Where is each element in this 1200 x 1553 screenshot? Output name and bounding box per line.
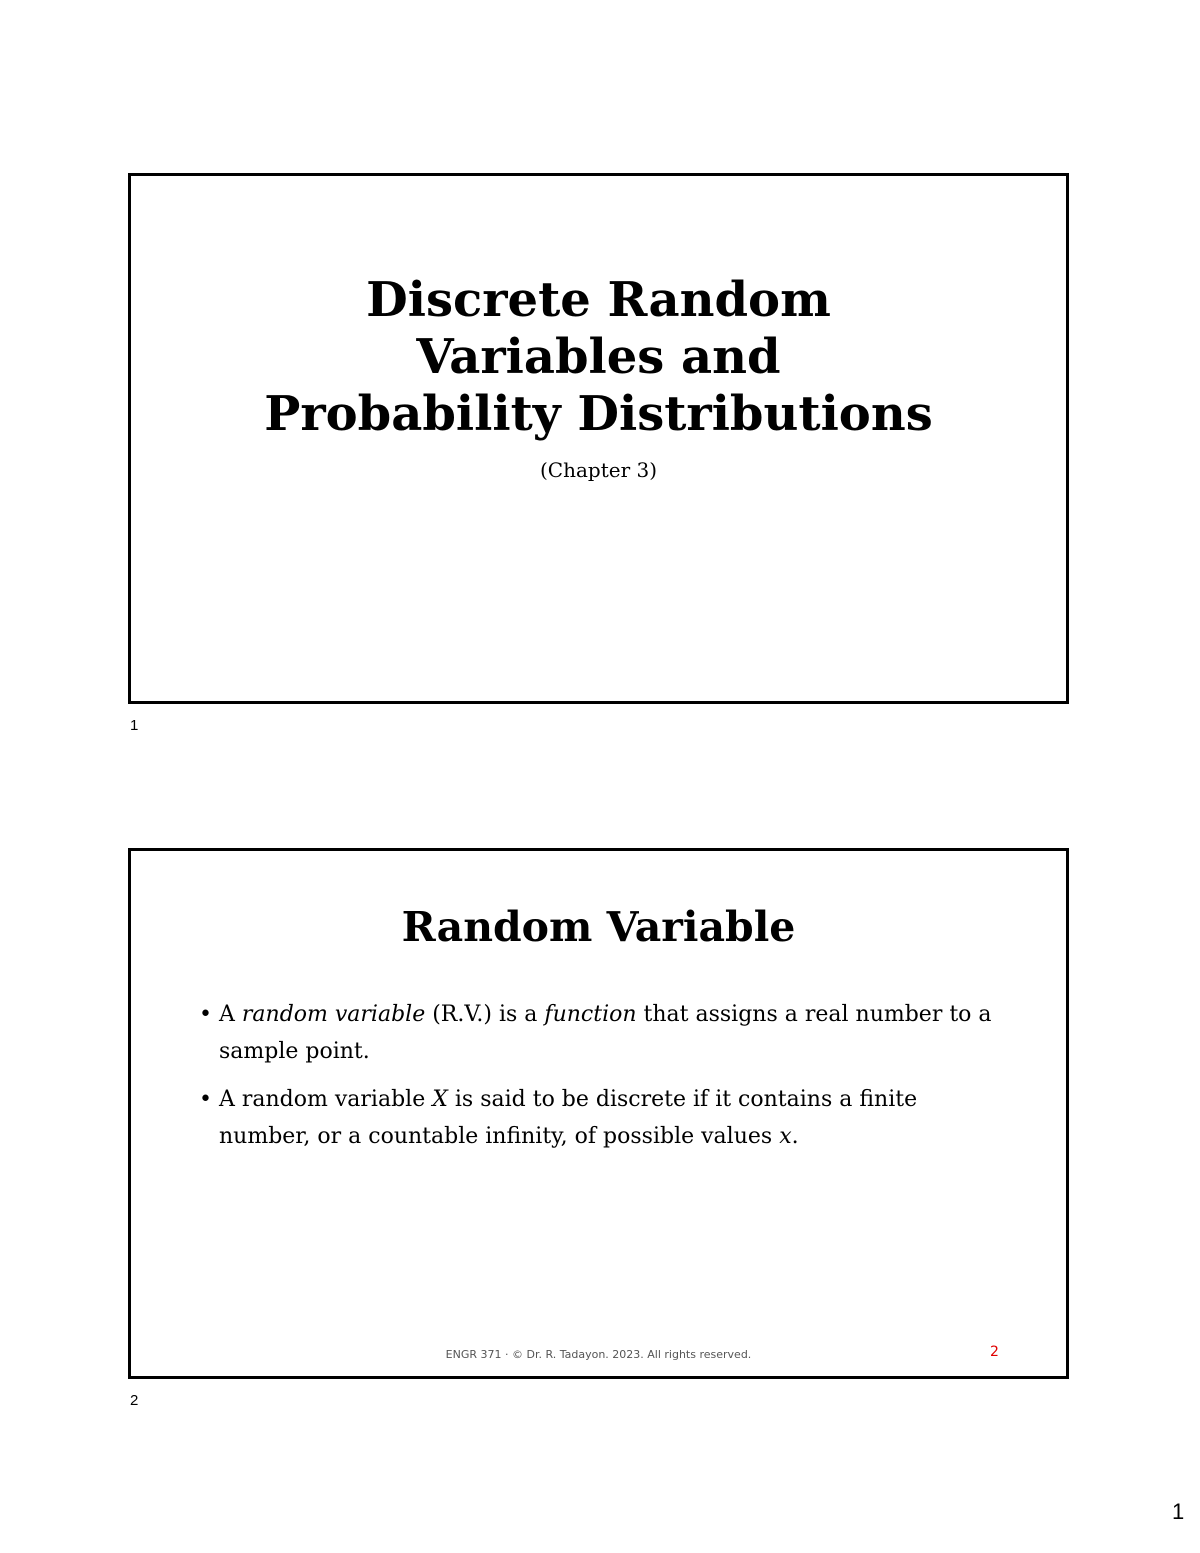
slide-1 xyxy=(128,173,1069,704)
bullet-icon: • xyxy=(199,1002,212,1027)
slide-2-number: 2 xyxy=(990,1344,999,1360)
slide-1-title-line-3: Probability Distributions xyxy=(264,386,933,442)
page-number: 1 xyxy=(1172,1499,1185,1524)
slide-2-label: 2 xyxy=(130,1392,139,1409)
bullet-icon: • xyxy=(199,1087,212,1112)
slide-1-subtitle: (Chapter 3) xyxy=(539,458,658,482)
slide-1-title-line-2: Variables and xyxy=(416,329,781,385)
bullet-emphasis: random variable xyxy=(241,1002,426,1027)
bullet-text: (R.V.) is a xyxy=(425,1002,545,1027)
slide-2-footer: ENGR 371 · © Dr. R. Tadayon. 2023. All rights reserved. xyxy=(445,1348,752,1361)
bullet-text: A xyxy=(219,1002,242,1027)
bullet-text: A random variable xyxy=(219,1087,433,1112)
bullet-emphasis: function xyxy=(544,1002,637,1027)
bullet-item-random-variable-definition xyxy=(199,996,999,1070)
bullet-text: that assigns a real number to a sample point. xyxy=(219,1002,992,1064)
bullet-text: . xyxy=(791,1124,799,1149)
slide-2-bullet-list xyxy=(199,996,999,1166)
slide-1-title xyxy=(131,272,1066,443)
slide-2-title: Random Variable xyxy=(401,903,796,951)
slide-2 xyxy=(128,848,1069,1379)
bullet-emphasis: X xyxy=(432,1087,448,1112)
slide-1-label: 1 xyxy=(130,717,139,734)
bullet-item-discrete-definition xyxy=(199,1081,999,1155)
bullet-emphasis: x xyxy=(779,1124,792,1149)
bullet-text: is said to be discrete if it contains a finite number, or a countable infinity, of possible values xyxy=(219,1087,918,1149)
slide-1-title-line-1: Discrete Random xyxy=(366,272,831,328)
